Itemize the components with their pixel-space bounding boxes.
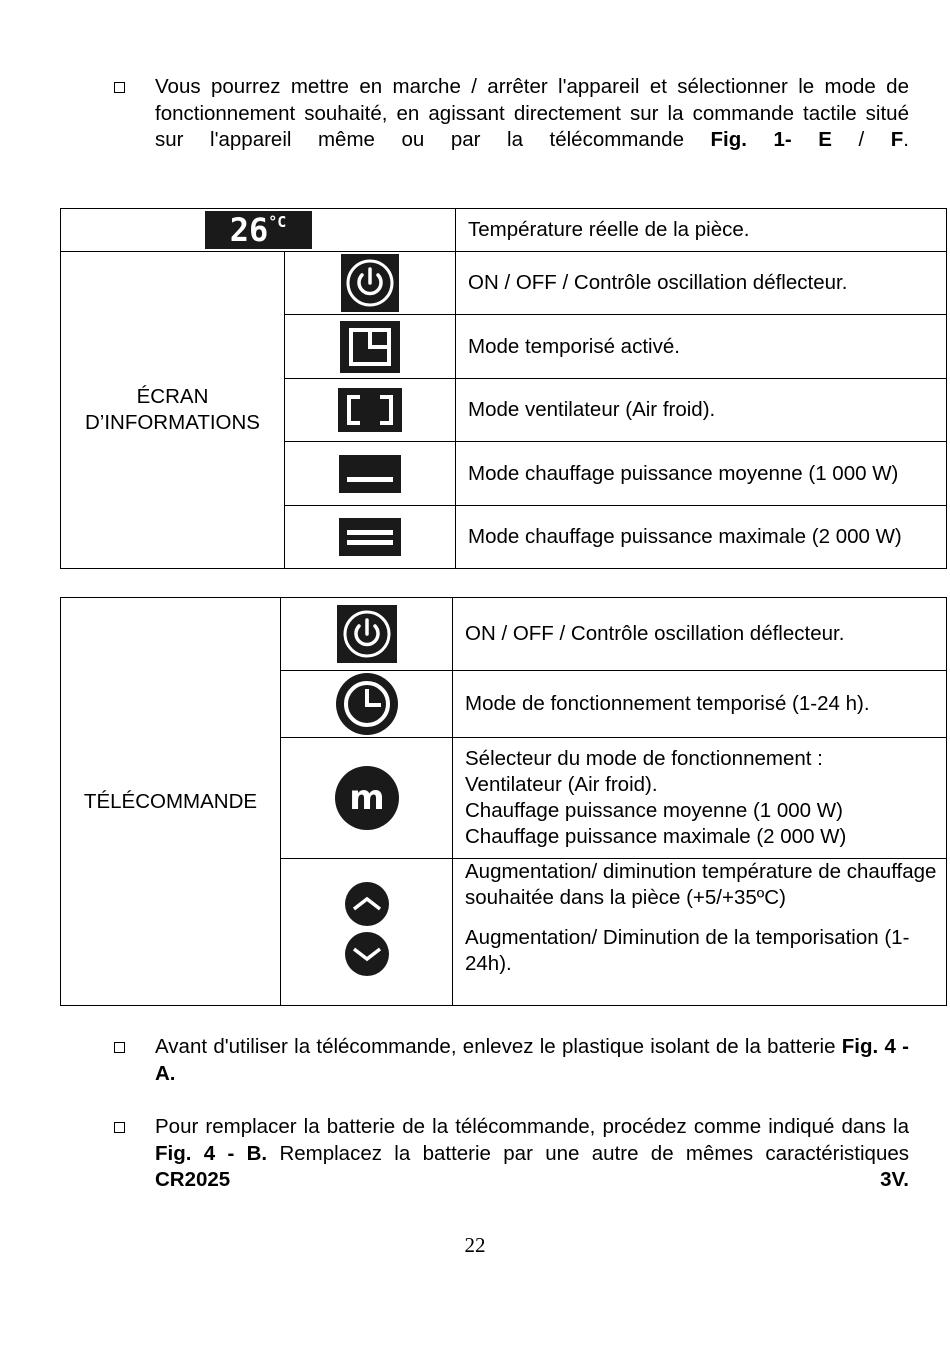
screen-info-table <box>60 208 947 569</box>
power-icon <box>337 605 397 663</box>
timer-adjust-desc: Augmentation/ Diminution de la temporisation (1-24h). <box>465 926 910 975</box>
display-unit: °C <box>268 213 287 231</box>
remote-label: TÉLÉCOMMANDE <box>61 598 281 1006</box>
checkbox-bullet-icon <box>114 1122 125 1133</box>
intro-bullet <box>114 74 909 180</box>
mode-line: Chauffage puissance maximale (2 000 W) <box>465 825 847 848</box>
single-bar-icon <box>339 455 401 493</box>
double-bar-icon <box>339 518 401 556</box>
fan-bracket-icon <box>338 388 402 432</box>
mode-line: Chauffage puissance moyenne (1 000 W) <box>465 799 843 822</box>
svg-text:m: m <box>348 778 385 818</box>
row-desc: Mode temporisé activé. <box>456 315 947 379</box>
remote-table <box>60 597 947 1006</box>
intro-text: Vous pourrez mettre en marche / arrêter l'appareil et sélectionner le mode de fonctionnement souhaité, en agissant directement sur la commande tactile situé sur l'appareil même ou par la télécommande Fig. 1- E / F. <box>155 75 909 151</box>
row-desc: Mode de fonctionnement temporisé (1-24 h). <box>453 671 947 738</box>
up-arrow-icon <box>344 881 390 977</box>
temperature-display <box>205 211 312 249</box>
row-desc: Mode chauffage puissance moyenne (1 000 W) <box>456 442 947 506</box>
mode-line: Sélecteur du mode de fonctionnement : <box>465 747 823 770</box>
battery-bullet-1 <box>114 1034 909 1114</box>
timer-square-icon <box>340 321 400 373</box>
temperature-display-cell <box>61 209 456 252</box>
battery-text-1: Avant d'utiliser la télécommande, enlevez le plastique isolant de la batterie Fig. 4 - A. <box>155 1035 909 1085</box>
checkbox-bullet-icon <box>114 82 125 93</box>
battery-text-2: Pour remplacer la batterie de la télécommande, procédez comme indiqué dans la Fig. 4 - B. Remplacez la batterie par une autre de mêmes caractéristiques CR2025 3V. <box>155 1115 909 1191</box>
page-number: 22 <box>464 1233 486 1257</box>
clock-icon <box>336 673 398 735</box>
up-down-arrows-icon <box>344 881 390 983</box>
battery-bullet-2 <box>114 1114 909 1220</box>
temp-adjust-desc: Augmentation/ diminution température de chauffage souhaitée dans la pièce (+5/+35ºC) <box>465 860 937 909</box>
screen-label: ÉCRAN D’INFORMATIONS <box>61 252 285 569</box>
row-desc: Mode ventilateur (Air froid). <box>456 379 947 442</box>
row-desc: Mode chauffage puissance maximale (2 000 W) <box>456 506 947 569</box>
checkbox-bullet-icon <box>114 1042 125 1053</box>
mode-m-icon <box>335 766 399 830</box>
power-icon <box>341 254 399 312</box>
row-desc: ON / OFF / Contrôle oscillation déflecteur. <box>453 598 947 671</box>
display-desc: Température réelle de la pièce. <box>456 209 947 252</box>
mode-line: Ventilateur (Air froid). <box>465 773 658 796</box>
row-desc: ON / OFF / Contrôle oscillation déflecteur. <box>456 252 947 315</box>
display-value: 26 <box>229 211 269 249</box>
